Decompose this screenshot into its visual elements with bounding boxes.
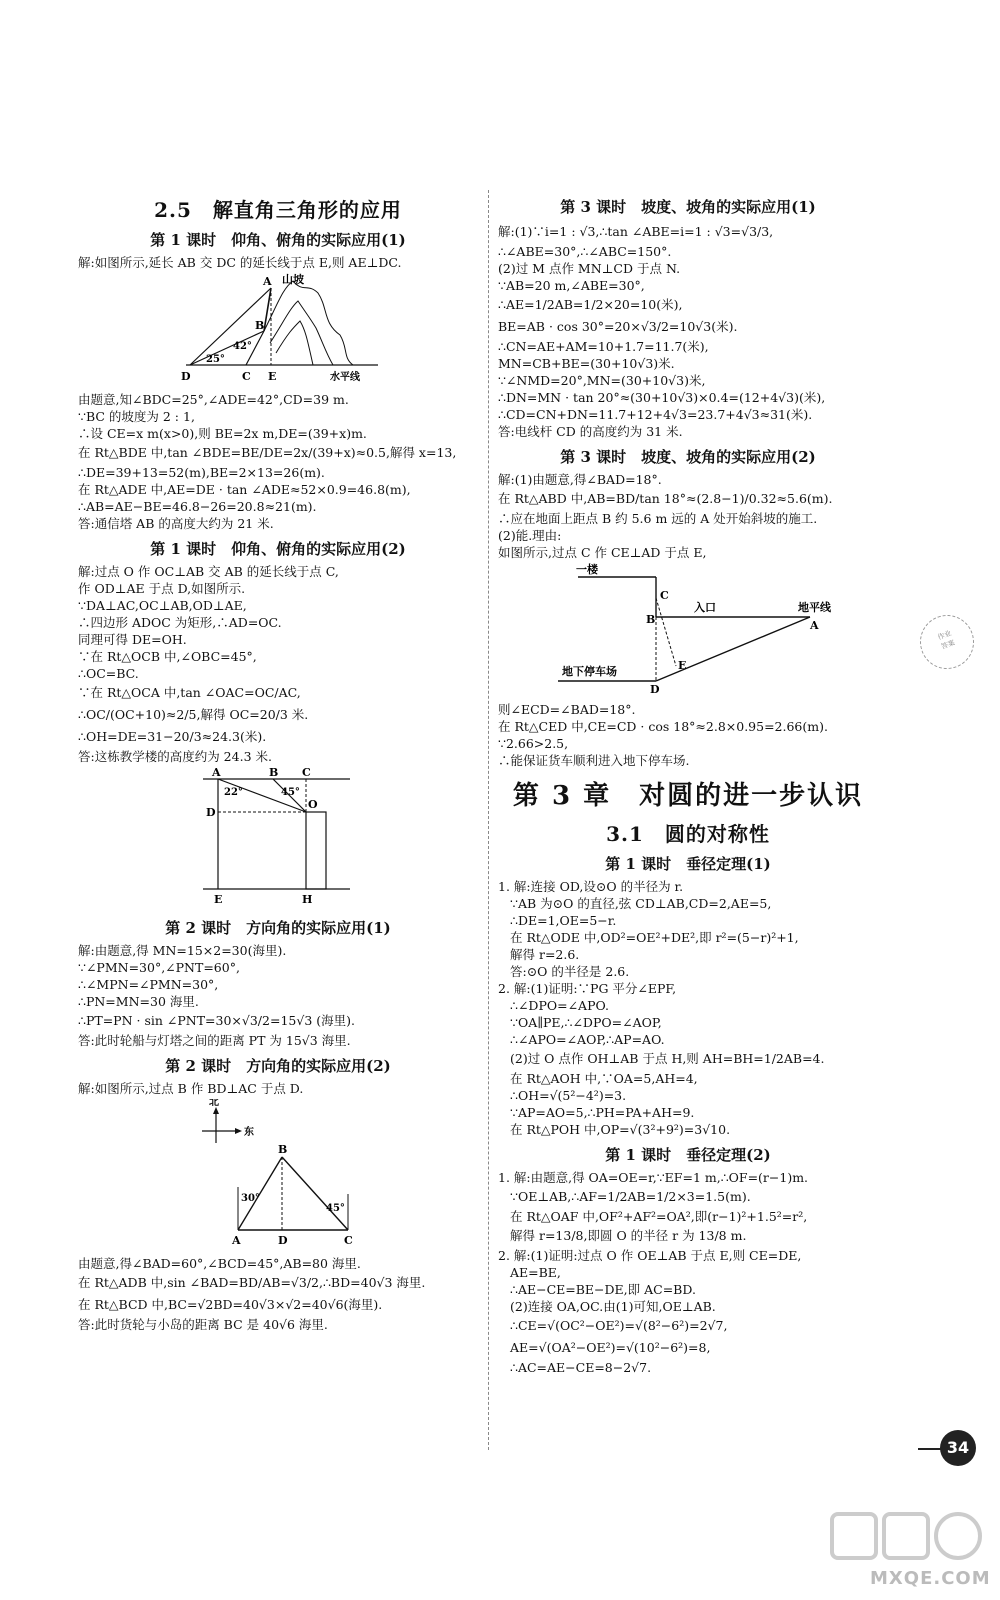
solution-line: (2)连接 OA,OC.由(1)可知,OE⊥AB. [510, 1299, 716, 1314]
solution-line: 解:如图所示,延长 AB 交 DC 的延长线于点 E,则 AE⊥DC. [78, 255, 402, 270]
solution-line: 则∠ECD=∠BAD=18°. [498, 702, 636, 717]
solution-line: (2)过 O 点作 OH⊥AB 于点 H,则 AH=BH=1/2AB=4. [510, 1051, 825, 1066]
label-O: O [308, 798, 318, 811]
solution-line: (2)过 M 点作 MN⊥CD 于点 N. [498, 261, 681, 276]
solution-line: ∴AE=1/2AB=1/2×20=10(米), [498, 297, 683, 312]
solution-line: ∴OC/(OC+10)≈2/5,解得 OC=20/3 米. [78, 707, 309, 722]
label-B: B [255, 319, 265, 332]
label-angle-45: 45° [326, 1203, 345, 1214]
solution-line: BE=AB · cos 30°=20×√3/2=10√3(米). [498, 319, 738, 334]
label-B: B [646, 613, 656, 626]
label-C: C [242, 370, 251, 383]
label-angle-25: 25° [206, 354, 225, 365]
solution-line: ∵OA∥PE,∴∠DPO=∠AOP, [510, 1015, 662, 1030]
solution-line: ∴PT=PN · sin ∠PNT=30×√3/2=15√3 (海里). [78, 1013, 355, 1028]
label-entrance: 入口 [694, 601, 716, 614]
solution-line: ∵OE⊥AB,∴AF=1/2AB=1/2×3=1.5(m). [510, 1189, 751, 1204]
watermark-text: MXQE.COM [870, 1568, 991, 1589]
solution-line: ∴AB=AE−BE=46.8−26=20.8≈21(m). [78, 499, 317, 514]
solution-line: ∴OH=√(5²−4²)=3. [510, 1088, 627, 1103]
label-D: D [650, 683, 660, 695]
solution-line: 答:这栋教学楼的高度约为 24.3 米. [78, 749, 272, 764]
lesson-title: 第 1 课时 仰角、俯角的实际应用(2) [150, 540, 406, 558]
solution-line: ∴设 CE=x m(x>0),则 BE=2x m,DE=(39+x)m. [78, 426, 367, 441]
solution-line: 同理可得 DE=OH. [78, 632, 187, 647]
solution-line: ∵在 Rt△OCA 中,tan ∠OAC=OC/AC, [78, 685, 301, 700]
solution-line: ∵∠PMN=30°,∠PNT=60°, [78, 960, 240, 975]
solution-line: ∴∠ABE=30°,∴∠ABC=150°. [498, 244, 672, 259]
label-C: C [660, 589, 669, 602]
label-H: H [302, 893, 313, 906]
solution-line: MN=CB+BE=(30+10√3)米. [498, 356, 675, 371]
lesson-title: 第 2 课时 方向角的实际应用(1) [165, 919, 391, 937]
solution-line: 解:过点 O 作 OC⊥AB 交 AB 的延长线于点 C, [78, 564, 339, 579]
solution-line: 在 Rt△OAF 中,OF²+AF²=OA²,即(r−1)²+1.5²=r², [510, 1209, 808, 1224]
label-D: D [181, 370, 191, 383]
solution-line: ∴AE−CE=BE−DE,即 AC=BD. [510, 1282, 696, 1297]
figure-ship-island [78, 1099, 478, 1253]
lesson-title: 第 2 课时 方向角的实际应用(2) [165, 1057, 391, 1075]
stamp-text: 作业 [936, 629, 953, 642]
label-A: A [810, 619, 819, 632]
section-title-3-1: 3.1 圆的对称性 [606, 822, 770, 846]
solution-line: 解:由题意,得 MN=15×2=30(海里). [78, 943, 287, 958]
solution-line: 解:(1)∵i=1 : √3,∴tan ∠ABE=i=1 : √3=√3/3, [498, 224, 774, 239]
lesson-title: 第 3 课时 坡度、坡角的实际应用(2) [560, 448, 816, 466]
label-A: A [212, 767, 221, 779]
label-parking: 地下停车场 [562, 665, 617, 678]
label-north: 北 [209, 1099, 219, 1108]
solution-line: 解得 r=13/8,即圆 O 的半径 r 为 13/8 m. [510, 1228, 747, 1243]
label-ground: 地平线 [798, 601, 831, 614]
solution-line: 在 Rt△AOH 中,∵OA=5,AH=4, [510, 1071, 698, 1086]
figure-mountain-tower [78, 273, 478, 389]
lesson-title: 第 1 课时 垂径定理(1) [605, 855, 771, 873]
label-floor1: 一楼 [576, 563, 598, 576]
lesson-title: 第 1 课时 仰角、俯角的实际应用(1) [150, 231, 406, 249]
solution-line: ∴CN=AE+AM=10+1.7=11.7(米), [498, 339, 709, 354]
solution-line: ∵AP=AO=5,∴PH=PA+AH=9. [510, 1105, 695, 1120]
label-horizon: 水平线 [330, 372, 360, 383]
solution-line: ∴DE=39+13=52(m),BE=2×13=26(m). [78, 465, 325, 480]
solution-line: ∴OH=DE=31−20/3≈24.3(米). [78, 729, 267, 744]
solution-line: 在 Rt△CED 中,CE=CD · cos 18°≈2.8×0.95=2.66(m). [498, 719, 828, 734]
solution-line: ∴CD=CN+DN=11.7+12+4√3=23.7+4√3≈31(米). [498, 407, 813, 422]
solution-line: 2. 解:(1)证明:过点 O 作 OE⊥AB 于点 E,则 CE=DE, [498, 1248, 802, 1263]
solution-line: ∴CE=√(OC²−OE²)=√(8²−6²)=2√7, [510, 1318, 728, 1333]
label-E: E [214, 893, 223, 906]
solution-line: AE=√(OA²−OE²)=√(10²−6²)=8, [510, 1340, 711, 1355]
solution-line: 答:此时货轮与小岛的距离 BC 是 40√6 海里. [78, 1317, 328, 1332]
solution-line: 在 Rt△BCD 中,BC=√2BD=40√3×√2=40√6(海里). [78, 1297, 383, 1312]
page-number-line [918, 1448, 942, 1450]
label-B: B [269, 767, 279, 779]
label-C: C [302, 767, 311, 779]
solution-line: 由题意,得∠BAD=60°,∠BCD=45°,AB=80 海里. [78, 1256, 361, 1271]
solution-line: ∴DE=1,OE=5−r. [510, 913, 617, 928]
label-D: D [278, 1234, 288, 1247]
figure-parking-ramp [498, 563, 878, 699]
solution-line: ∵DA⊥AC,OC⊥AB,OD⊥AE, [78, 598, 247, 613]
solution-line: 解:(1)由题意,得∠BAD=18°. [498, 472, 662, 487]
homework-stamp-icon [912, 607, 981, 676]
chapter-title: 第 3 章 对圆的进一步认识 [512, 781, 864, 811]
solution-line: ∴AC=AE−CE=8−2√7. [510, 1360, 652, 1375]
solution-line: ∵2.66>2.5, [498, 736, 569, 751]
solution-line: 答:电线杆 CD 的高度约为 31 米. [498, 424, 683, 439]
solution-line: 在 Rt△ODE 中,OD²=OE²+DE²,即 r²=(5−r)²+1, [510, 930, 799, 945]
solution-line: 如图所示,过点 C 作 CE⊥AD 于点 E, [498, 545, 707, 560]
solution-line: ∴PN=MN=30 海里. [78, 994, 199, 1009]
label-east: 东 [244, 1127, 254, 1138]
label-E: E [268, 370, 277, 383]
right-column [498, 190, 878, 1376]
solution-line: ∴能保证货车顺利进入地下停车场. [498, 753, 690, 768]
solution-line: ∴∠MPN=∠PMN=30°, [78, 977, 219, 992]
solution-line: ∴OC=BC. [78, 666, 139, 681]
solution-line: 由题意,知∠BDC=25°,∠ADE=42°,CD=39 m. [78, 392, 349, 407]
left-column [78, 190, 478, 1333]
solution-line: ∵AB 为⊙O 的直径,弦 CD⊥AB,CD=2,AE=5, [510, 896, 772, 911]
solution-line: 答:⊙O 的半径是 2.6. [510, 964, 630, 979]
lesson-title: 第 1 课时 垂径定理(2) [605, 1146, 771, 1164]
label-D: D [206, 806, 216, 819]
solution-line: 在 Rt△POH 中,OP=√(3²+9²)=3√10. [510, 1122, 731, 1137]
section-title-2-5: 2.5 解直角三角形的应用 [154, 198, 402, 222]
label-angle-45: 45° [281, 787, 300, 798]
solution-line: 1. 解:由题意,得 OA=OE=r,∵EF=1 m,∴OF=(r−1)m. [498, 1170, 809, 1185]
solution-line: ∴DN=MN · tan 20°≈(30+10√3)×0.4=(12+4√3)(米), [498, 390, 826, 405]
solution-line: ∵在 Rt△OCB 中,∠OBC=45°, [78, 649, 257, 664]
solution-line: 作 OD⊥AE 于点 D,如图所示. [78, 581, 246, 596]
solution-line: 解:如图所示,过点 B 作 BD⊥AC 于点 D. [78, 1081, 304, 1096]
figure-building [78, 767, 478, 911]
label-angle-42: 42° [233, 341, 252, 352]
solution-line: 解得 r=2.6. [510, 947, 580, 962]
label-B: B [278, 1143, 288, 1156]
label-E: E [678, 659, 687, 672]
label-angle-22: 22° [224, 787, 243, 798]
solution-line: ∵BC 的坡度为 2 : 1, [78, 409, 195, 424]
solution-line: 答:此时轮船与灯塔之间的距离 PT 为 15√3 海里. [78, 1033, 351, 1048]
page-number: 34 [940, 1430, 976, 1466]
label-mountain: 山坡 [282, 273, 304, 286]
solution-line: 在 Rt△ADE 中,AE=DE · tan ∠ADE≈52×0.9=46.8(m), [78, 482, 411, 497]
solution-line: 在 Rt△ABD 中,AB=BD/tan 18°≈(2.8−1)/0.32≈5.6(m). [498, 491, 833, 506]
solution-line: (2)能.理由: [498, 528, 562, 543]
lesson-title: 第 3 课时 坡度、坡角的实际应用(1) [560, 198, 816, 216]
stamp-text: 答案 [940, 638, 956, 651]
label-A: A [232, 1234, 241, 1247]
label-A: A [263, 275, 272, 288]
solution-line: 1. 解:连接 OD,设⊙O 的半径为 r. [498, 879, 684, 894]
label-C: C [344, 1234, 353, 1247]
solution-line: ∴应在地面上距点 B 约 5.6 m 远的 A 处开始斜坡的施工. [498, 511, 818, 526]
solution-line: ∴∠APO=∠AOP,∴AP=AO. [510, 1032, 665, 1047]
solution-line: AE=BE, [510, 1265, 561, 1280]
label-angle-30: 30° [241, 1193, 260, 1204]
solution-line: 2. 解:(1)证明:∵PG 平分∠EPF, [498, 981, 677, 996]
solution-line: 答:通信塔 AB 的高度大约为 21 米. [78, 516, 274, 531]
solution-line: 在 Rt△ADB 中,sin ∠BAD=BD/AB=√3/2,∴BD=40√3 海里. [78, 1275, 426, 1290]
solution-line: ∴∠DPO=∠APO. [510, 998, 609, 1013]
column-divider [488, 190, 489, 1450]
solution-line: ∵∠NMD=20°,MN=(30+10√3)米, [498, 373, 706, 388]
solution-line: ∴四边形 ADOC 为矩形,∴AD=OC. [78, 615, 282, 630]
solution-line: 在 Rt△BDE 中,tan ∠BDE=BE/DE=2x/(39+x)≈0.5,解得 x=13, [78, 445, 457, 460]
solution-line: ∵AB=20 m,∠ABE=30°, [498, 278, 645, 293]
